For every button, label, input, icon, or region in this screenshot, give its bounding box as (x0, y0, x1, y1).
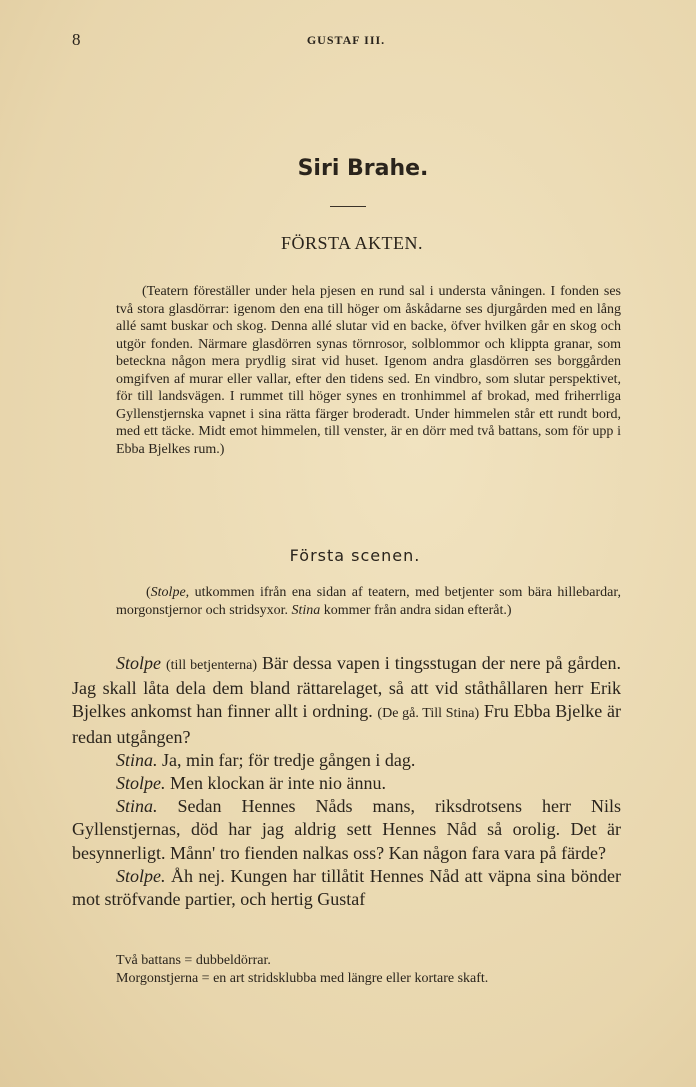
stage-aside: (till betjenterna) (165, 658, 257, 673)
page-number: 8 (72, 30, 81, 49)
title-divider (330, 206, 366, 207)
scene-direction: (Stolpe, utkommen ifrån ena sidan af teatern, med betjenter som bära hillebardar, morgonstjernor och stridsyxor. Stina kommer från andra sidan efteråt.) (116, 585, 621, 618)
speaker-name: Stina. (116, 796, 158, 817)
footnotes (72, 952, 621, 988)
running-title: GUSTAF III. (306, 33, 386, 47)
stage-aside: (De gå. Till Stina) (377, 706, 480, 722)
footnote: Morgonstjerna = en art stridsklubba med längre eller kortare skaft. (116, 971, 489, 986)
speaker-name: Stina. (116, 749, 158, 770)
dialogue (72, 652, 621, 911)
act-title: FÖRSTA AKTEN. (280, 233, 424, 253)
dialogue-line: Stolpe. Men klockan är inte nio ännu. (116, 773, 386, 794)
stage-direction: (Teatern föreställer under hela pjesen en rund sal i understa våningen. I fonden ses två stora glasdörrar: igenom den ena till höger om åskådarne ses djurgården med en lång allé samt buskar och skog. Denna allé slutar vid en backe, öfver hvilken går en skog och utgör fonden. Närmare glasdörren synas törnrosor, solblommor och klippta granar, som beteckna någon mera prydlig sirat vid huset. Igenom andra glasdörren ses borggården omgifven af murar eller vallar, efter den tidens sed. En vindbro, som slutar perspektivet, för till landsvägen. I rummet till höger synes en tronhimmel af brokad, med friherrliga Gyllenstjernska vapnet i sina rätta färger broderadt. Under himmelen står ett rundt bord, med ett täcke. Midt emot himmelen, till venster, är en dörr med två battans, som för upp i Ebba Bjelkes rum.) (116, 284, 621, 457)
play-title: Siri Brahe. (297, 156, 429, 181)
speaker-name: Stolpe. (116, 865, 166, 886)
dialogue-line: Stina. Sedan Hennes Nåds mans, riksdrotsens herr Nils Gyllenstjernas, död har jag aldrig sett Hennes Nåd så orolig. Det är besynnerligt. Månn' tro fienden nalkas oss? Kan någon fara vara på färde? (72, 796, 622, 863)
speaker-name: Stina (291, 602, 321, 618)
speaker-name: Stolpe, (150, 585, 190, 600)
footnote: Två battans = dubbeldörrar. (116, 953, 271, 968)
page-header (72, 30, 620, 50)
dialogue-line: Stolpe. Åh nej. Kungen har tillåtit Hennes Nåd att väpna sina bönder mot ströfvande partier, och hertig Gustaf (72, 865, 621, 910)
speaker-name: Stolpe. (116, 773, 166, 794)
dialogue-line: Stina. Ja, min far; för tredje gången i dag. (116, 749, 416, 770)
speaker-name: Stolpe (116, 653, 161, 673)
dialogue-line: Stolpe (till betjenterna) Bär dessa vapen i tingsstugan der nere på gården. Jag skall låta dela dem bland rättarelaget, så att vid ståthållaren herr Erik Bjelkes ankomst han finner allt i ordning. (De gå. Till Stina) Fru Ebba Bjelke är redan utgången? (72, 653, 621, 747)
scene-title: Första scenen. (289, 546, 421, 565)
